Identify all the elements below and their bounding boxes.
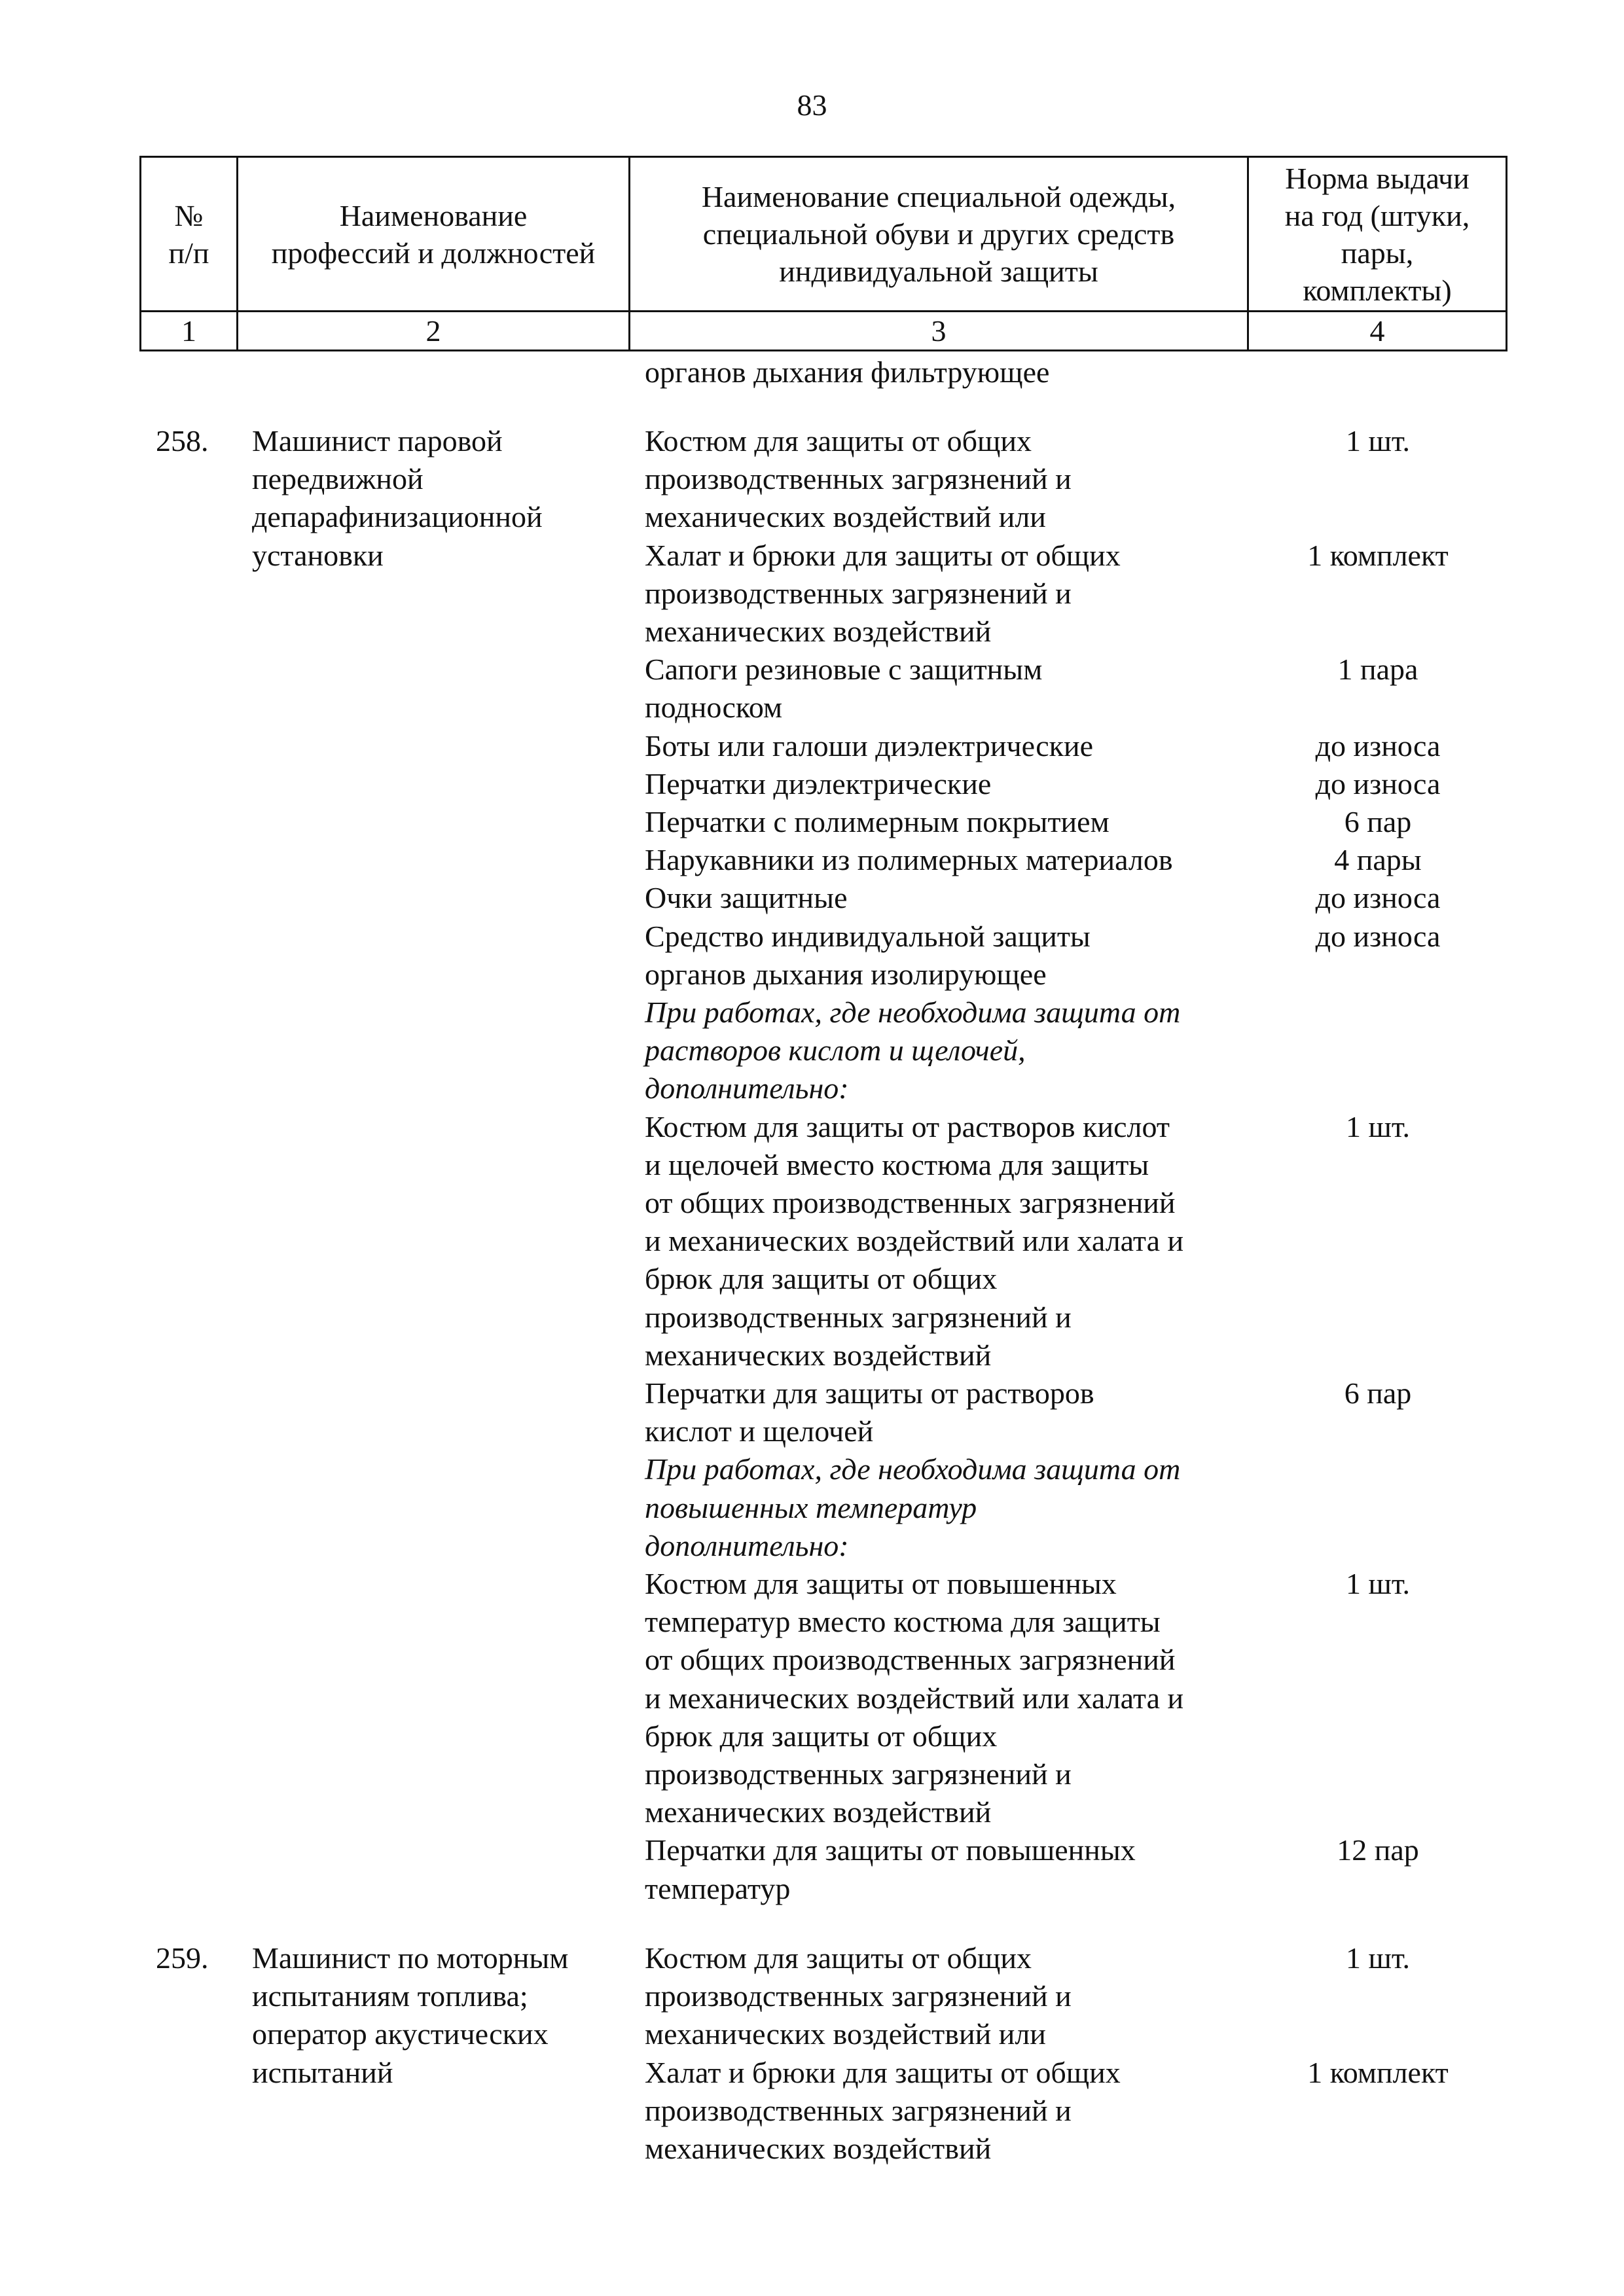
item-line: Сапоги резиновые с защитным xyxy=(645,653,1043,687)
header-line: профессий и должностей xyxy=(271,236,596,270)
profession-line: испытаниям топлива; xyxy=(252,1979,528,2013)
item-note-line: повышенных температур xyxy=(645,1490,977,1524)
item-line: подноском xyxy=(645,691,783,725)
header-number-3: 3 xyxy=(630,312,1248,351)
norm-value: 6 пар xyxy=(1344,805,1412,838)
norm-value: 4 пары xyxy=(1334,843,1422,877)
item-line: и щелочей вместо костюма для защиты xyxy=(645,1147,1149,1181)
profession-line: Машинист по моторным xyxy=(252,1941,569,1975)
profession-line: депарафинизационной xyxy=(252,500,543,534)
page-number: 83 xyxy=(797,88,827,122)
item-line: Костюм для защиты от повышенных xyxy=(645,1567,1117,1600)
item-line: Халат и брюки для защиты от общих xyxy=(645,538,1121,572)
norm-value: до износа xyxy=(1315,728,1441,762)
item-line: Костюм для защиты от общих xyxy=(645,1941,1032,1975)
item-line: производственных загрязнений и xyxy=(645,1979,1072,2013)
item-line: производственных загрязнений и xyxy=(645,1757,1072,1791)
item-line: механических воздействий xyxy=(645,1338,992,1372)
norm-value: до износа xyxy=(1315,766,1441,800)
header-line: комплекты) xyxy=(1303,273,1452,307)
item-note-line: При работах, где необходима защита от xyxy=(645,996,1181,1029)
item-line: температур xyxy=(645,1871,791,1905)
norm-value: до износа xyxy=(1315,881,1441,915)
profession-line: Машинист паровой xyxy=(252,424,503,457)
item-line: Перчатки с полимерным покрытием xyxy=(645,805,1110,838)
norm-value: 1 шт. xyxy=(1345,1941,1411,1975)
header-line: пары, xyxy=(1341,236,1414,270)
item-line: и механических воздействий или халата и xyxy=(645,1224,1184,1258)
continuation-line: органов дыхания фильтрующее xyxy=(645,355,1050,389)
item-line: механических воздействий xyxy=(645,615,992,648)
header-line: № xyxy=(174,198,204,232)
norm-value: 1 шт. xyxy=(1345,424,1411,457)
item-line: Нарукавники из полимерных материалов xyxy=(645,843,1173,877)
item-line: Очки защитные xyxy=(645,881,848,915)
item-line: Костюм для защиты от растворов кислот xyxy=(645,1109,1170,1143)
item-line: производственных загрязнений и xyxy=(645,2093,1072,2127)
entry-number: 258. xyxy=(156,424,209,457)
header-line: специальной обуви и других средств xyxy=(702,217,1175,251)
item-line: от общих производственных загрязнений xyxy=(645,1186,1176,1219)
header-line: Наименование специальной одежды, xyxy=(701,180,1176,213)
header-number-2: 2 xyxy=(238,312,630,351)
item-note-line: дополнительно: xyxy=(645,1071,849,1105)
item-line: брюк для защиты от общих xyxy=(645,1262,998,1296)
profession-line: передвижной xyxy=(252,462,424,496)
item-line: брюк для защиты от общих xyxy=(645,1719,998,1753)
item-note-line: дополнительно: xyxy=(645,1528,849,1562)
item-line: Боты или галоши диэлектрические xyxy=(645,728,1094,762)
entry-number: 259. xyxy=(156,1941,209,1975)
item-line: органов дыхания изолирующее xyxy=(645,957,1047,991)
item-line: температур вместо костюма для защиты xyxy=(645,1605,1161,1639)
header-line: на год (штуки, xyxy=(1284,198,1470,232)
item-line: от общих производственных загрязнений xyxy=(645,1643,1176,1677)
item-line: Перчатки для защиты от повышенных xyxy=(645,1833,1136,1867)
profession-line: оператор акустических xyxy=(252,2017,549,2051)
profession-line: испытаний xyxy=(252,2055,393,2089)
header-line: Наименование xyxy=(339,198,528,232)
item-line: кислот и щелочей xyxy=(645,1414,874,1448)
item-line: производственных загрязнений и xyxy=(645,576,1072,610)
item-note-line: При работах, где необходима защита от xyxy=(645,1452,1181,1486)
header-number-1: 1 xyxy=(141,312,238,351)
norm-value: 6 пар xyxy=(1344,1376,1412,1410)
item-line: и механических воздействий или халата и xyxy=(645,1681,1184,1715)
item-line: механических воздействий или xyxy=(645,2017,1046,2051)
norm-value: 1 шт. xyxy=(1345,1567,1411,1600)
norm-value: 1 комплект xyxy=(1307,538,1449,572)
norm-value: 1 комплект xyxy=(1307,2055,1449,2089)
norm-value: до износа xyxy=(1315,919,1441,953)
item-line: механических воздействий xyxy=(645,1795,992,1829)
item-line: Перчатки для защиты от растворов xyxy=(645,1376,1094,1410)
profession-line: установки xyxy=(252,538,384,572)
item-note-line: растворов кислот и щелочей, xyxy=(645,1033,1026,1067)
header-line: п/п xyxy=(168,236,209,270)
item-line: Костюм для защиты от общих xyxy=(645,424,1032,457)
item-line: механических воздействий или xyxy=(645,500,1046,534)
norm-value: 12 пар xyxy=(1337,1833,1419,1867)
item-line: Перчатки диэлектрические xyxy=(645,766,992,800)
item-line: Халат и брюки для защиты от общих xyxy=(645,2055,1121,2089)
header-line: индивидуальной защиты xyxy=(779,255,1098,288)
norm-value: 1 шт. xyxy=(1345,1109,1411,1143)
item-line: механических воздействий xyxy=(645,2132,992,2165)
header-line: Норма выдачи xyxy=(1285,161,1470,195)
header-number-4: 4 xyxy=(1248,312,1507,351)
norm-value: 1 пара xyxy=(1337,653,1418,687)
item-line: производственных загрязнений и xyxy=(645,462,1072,496)
item-line: Средство индивидуальной защиты xyxy=(645,919,1091,953)
item-line: производственных загрязнений и xyxy=(645,1300,1072,1334)
